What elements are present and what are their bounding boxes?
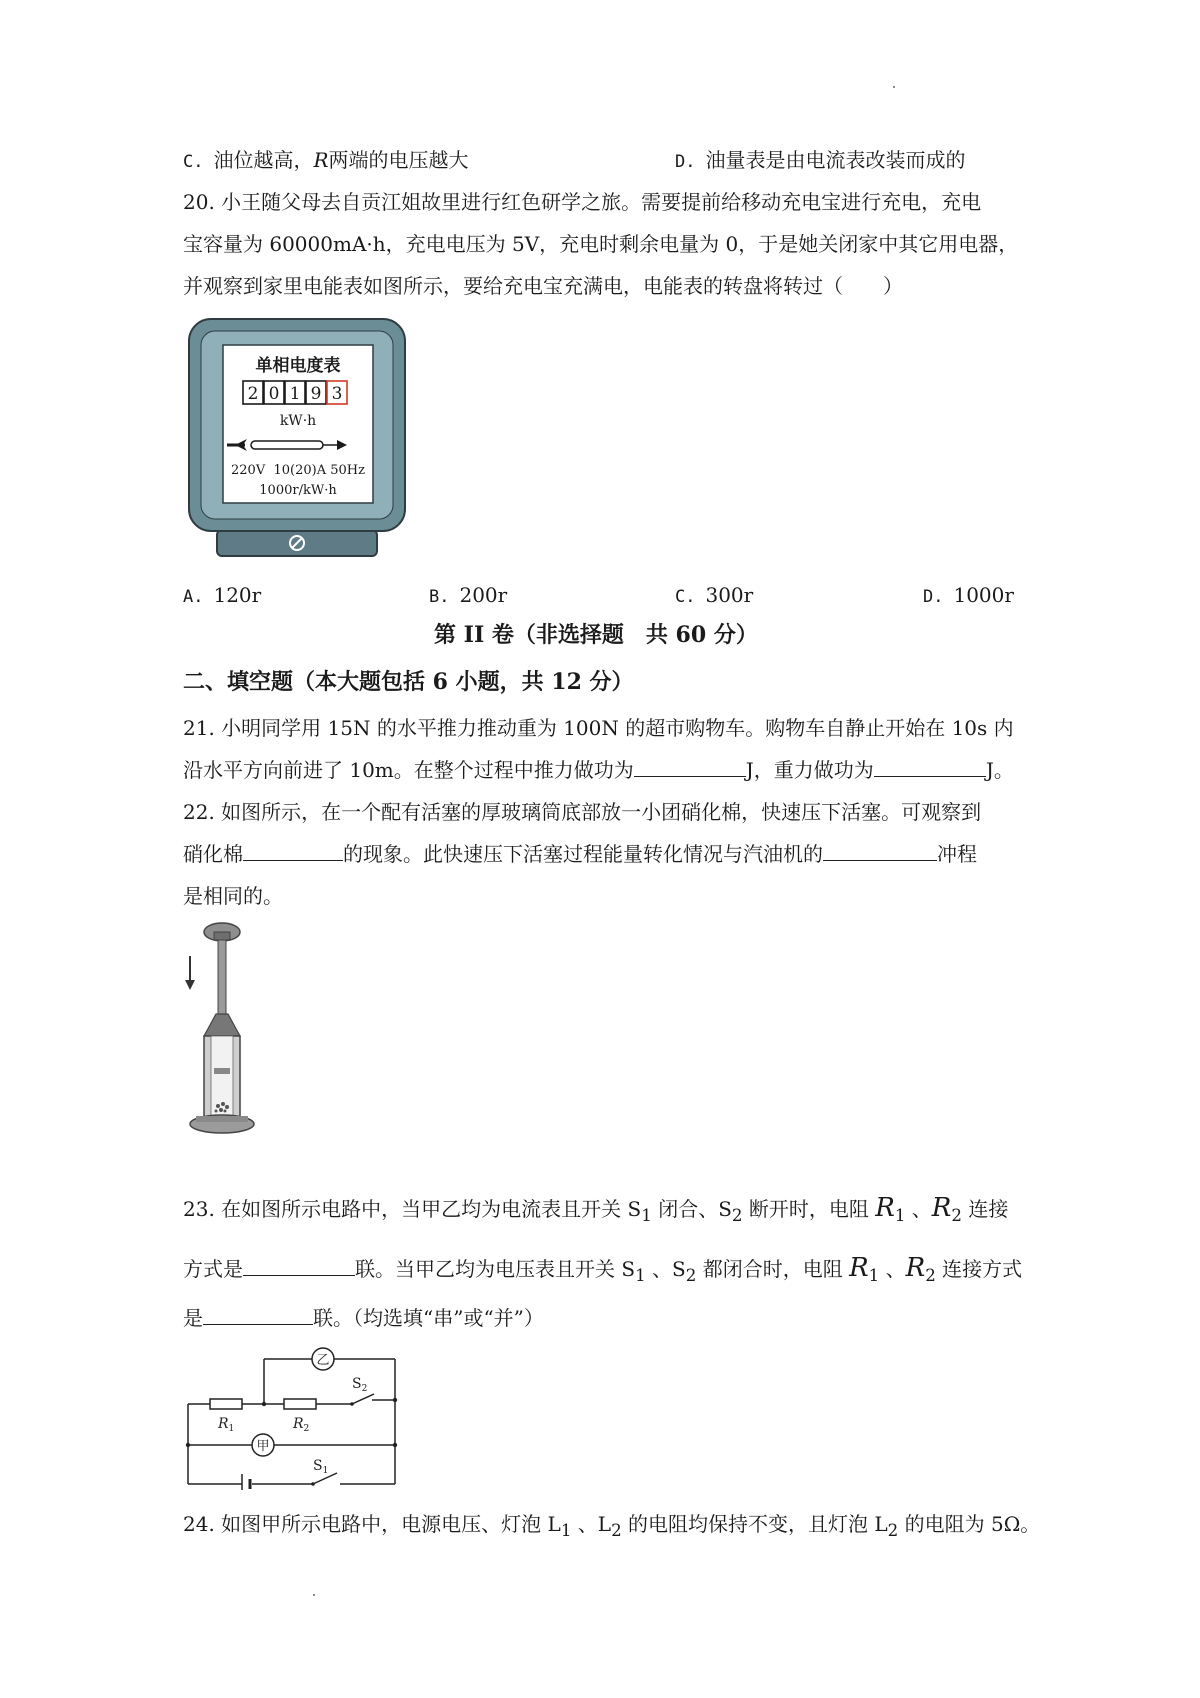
answer-blank — [243, 1255, 355, 1276]
meter-spec: 220V 10(20)A 50Hz — [231, 463, 365, 478]
electric-meter-figure — [187, 317, 409, 561]
meter-unit: kW·h — [279, 413, 317, 429]
circuit-diagram — [180, 1344, 404, 1490]
meter-digit: 1 — [289, 384, 301, 404]
s2-label: $S_2$ — [352, 1376, 368, 1394]
resistor-r2 — [284, 1399, 316, 1409]
q23-line-1: 23. 在如图所示电路中，当甲乙均为电流表且开关 $S_1$ 闭合、$S_2$ 断开时，电阻 $R_1$ 、$R_2$ 连接 — [183, 1193, 1009, 1225]
piston-cylinder-figure — [178, 918, 260, 1136]
answer-blank — [874, 756, 986, 777]
piston-cap — [204, 1014, 240, 1036]
q20-option-b: B. 200r — [429, 583, 508, 607]
q22-line-1: 22. 如图所示，在一个配有活塞的厚玻璃筒底部放一小团硝化棉，快速压下活塞。可观察到 — [183, 800, 982, 824]
q23-line-2: 方式是 联。当甲乙均为电压表且开关 $S_1$ 、$S_2$ 都闭合时，电阻 $R_1$ 、$R_2$ 连接方式 — [183, 1253, 1023, 1285]
part2-title: 二、填空题（本大题包括 6 小题，共 12 分） — [183, 669, 634, 695]
s1-label: $S_1$ — [313, 1458, 329, 1476]
q20-option-c: C. 300r — [675, 583, 754, 607]
option-label: C. — [675, 587, 696, 607]
q21-line-2: 沿水平方向前进了 10m。在整个过程中推力做功为 J，重力做功为 J。 — [183, 758, 1014, 782]
q24-line-1: 24. 如图甲所示电路中，电源电压、灯泡 $L_1$ 、$L_2$ 的电阻均保持不变，且灯泡 $L_2$ 的电阻为 5Ω。 — [183, 1512, 1041, 1540]
scan-dot — [893, 86, 895, 88]
meter-jia-label: 甲 — [256, 1439, 270, 1454]
piston-rod — [218, 940, 226, 1020]
meter-digit: 2 — [247, 384, 259, 404]
q19-option-c: C. 油位越高，R两端的电压越大 — [183, 148, 469, 172]
q20-option-a: A. 120r — [183, 583, 262, 607]
answer-blank — [243, 840, 343, 861]
q23-line-3: 是 联。（均选填“串”或“并”） — [183, 1306, 544, 1330]
answer-blank — [634, 756, 746, 777]
q20-option-d: D. 1000r — [923, 583, 1014, 607]
q22-line-2: 硝化棉 的现象。此快速压下活塞过程能量转化情况与汽油机的 冲程 — [183, 842, 977, 866]
q20-line-1: 20. 小王随父母去自贡江姐故里进行红色研学之旅。需要提前给移动充电宝进行充电，充电 — [183, 190, 982, 214]
option-label: D. — [675, 152, 696, 172]
r2-label: $R_2$ — [293, 1416, 310, 1434]
answer-blank — [823, 840, 937, 861]
meter-yi-label: 乙 — [316, 1353, 330, 1368]
meter-title: 单相电度表 — [255, 356, 341, 376]
q19-option-d: D. 油量表是由电流表改装而成的 — [675, 148, 966, 172]
meter-digit: 0 — [268, 384, 280, 404]
option-label: D. — [923, 587, 944, 607]
r1-label: $R_1$ — [218, 1416, 235, 1434]
q20-line-2: 宝容量为 60000mA·h，充电电压为 5V，充电时剩余电量为 0，于是她关闭家中其它用电器， — [183, 232, 1019, 256]
option-label: B. — [429, 587, 450, 607]
resistor-r1 — [210, 1399, 242, 1409]
q22-line-3: 是相同的。 — [183, 884, 283, 908]
option-label: A. — [183, 587, 204, 607]
option-label: C. — [183, 152, 204, 172]
q21-line-1: 21. 小明同学用 15N 的水平推力推动重为 100N 的超市购物车。购物车自静止开始在 10s 内 — [183, 716, 1014, 740]
meter-rate: 1000r/kW·h — [259, 483, 337, 498]
meter-digit: 9 — [310, 384, 322, 404]
answer-blank — [203, 1304, 313, 1325]
down-arrow-icon — [185, 956, 195, 990]
section-title: 第 II 卷（非选择题 共 60 分） — [434, 622, 758, 648]
scan-dot — [313, 1594, 315, 1596]
meter-digit: 3 — [331, 384, 343, 404]
q20-line-3: 并观察到家里电能表如图所示，要给充电宝充满电，电能表的转盘将转过（ ） — [183, 274, 903, 298]
